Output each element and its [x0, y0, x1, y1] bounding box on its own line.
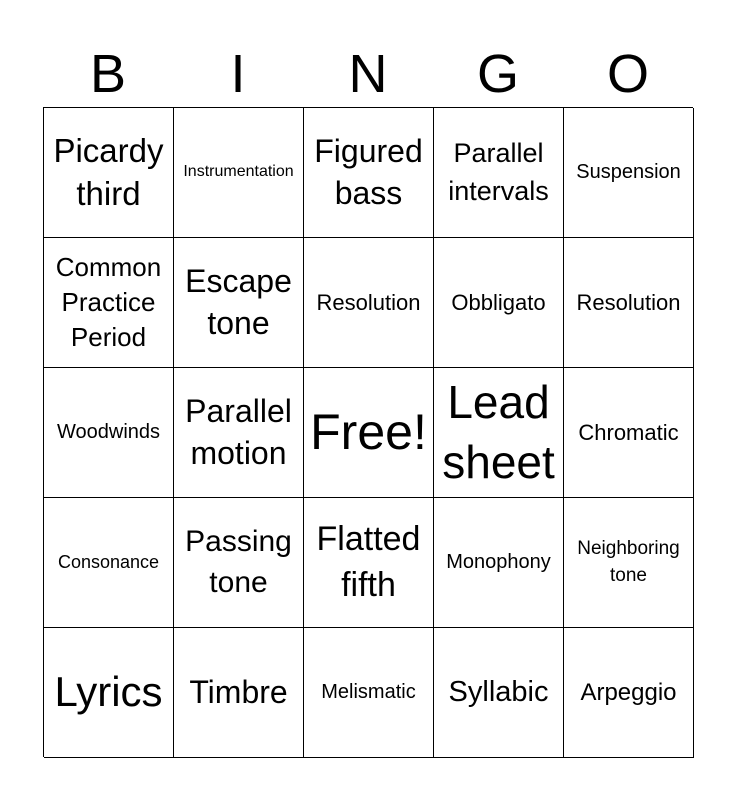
bingo-cell[interactable]: [434, 498, 564, 628]
cell-text: Parallel intervals: [448, 137, 549, 206]
header-letter-n: N: [348, 44, 388, 104]
bingo-cell[interactable]: [44, 628, 174, 758]
cell-text: Picardy third: [53, 131, 164, 212]
cell-text: Arpeggio: [580, 678, 677, 706]
bingo-cell[interactable]: [44, 368, 174, 498]
cell-text: Chromatic: [578, 419, 679, 445]
cell-text: Free!: [310, 403, 427, 460]
bingo-cell[interactable]: [564, 238, 694, 368]
cell-text: Neighboring tone: [577, 537, 680, 586]
bingo-cell[interactable]: [174, 238, 304, 368]
bingo-cell[interactable]: [304, 498, 434, 628]
bingo-cell[interactable]: [564, 628, 694, 758]
cell-text: Consonance: [57, 552, 160, 573]
cell-text: Woodwinds: [56, 421, 161, 443]
cell-text: Resolution: [316, 289, 421, 315]
cell-text: Lyrics: [54, 668, 163, 716]
header-letter-i: I: [230, 44, 246, 104]
bingo-header: [43, 40, 693, 108]
bingo-cell[interactable]: [434, 108, 564, 238]
cell-text: Obbligato: [451, 289, 546, 315]
bingo-cell[interactable]: [174, 498, 304, 628]
header-letter-o: O: [606, 44, 649, 104]
bingo-cell[interactable]: [434, 628, 564, 758]
bingo-cell[interactable]: [44, 108, 174, 238]
header-letter-b: B: [89, 44, 127, 104]
bingo-cell[interactable]: [304, 368, 434, 498]
bingo-cell[interactable]: [564, 108, 694, 238]
cell-text: Resolution: [576, 289, 681, 315]
cell-text: Syllabic: [448, 675, 549, 708]
bingo-cell[interactable]: [44, 498, 174, 628]
cell-text: Flatted fifth: [316, 519, 421, 604]
cell-text: Melismatic: [321, 681, 416, 703]
cell-text: Escape tone: [185, 262, 292, 341]
cell-text: Monophony: [446, 551, 551, 573]
bingo-cell[interactable]: [434, 368, 564, 498]
bingo-cell[interactable]: [174, 108, 304, 238]
cell-text: Parallel motion: [185, 392, 292, 471]
bingo-cell[interactable]: [564, 368, 694, 498]
bingo-cell[interactable]: [304, 238, 434, 368]
bingo-cell[interactable]: [44, 238, 174, 368]
bingo-cell[interactable]: [174, 368, 304, 498]
cell-text: Common Practice Period: [55, 251, 162, 353]
cell-text: Suspension: [576, 161, 681, 183]
cell-text: Figured bass: [314, 132, 423, 211]
bingo-card-grid: [43, 107, 693, 757]
header-letter-g: G: [476, 44, 519, 104]
bingo-cell[interactable]: [304, 108, 434, 238]
cell-text: Passing tone: [185, 525, 292, 599]
bingo-cell[interactable]: [434, 238, 564, 368]
cell-text: Timbre: [189, 674, 288, 711]
cell-text: Instrumentation: [183, 163, 294, 181]
bingo-cell[interactable]: [174, 628, 304, 758]
bingo-cell[interactable]: [564, 498, 694, 628]
cell-text: Lead sheet: [442, 375, 555, 488]
bingo-cell[interactable]: [304, 628, 434, 758]
